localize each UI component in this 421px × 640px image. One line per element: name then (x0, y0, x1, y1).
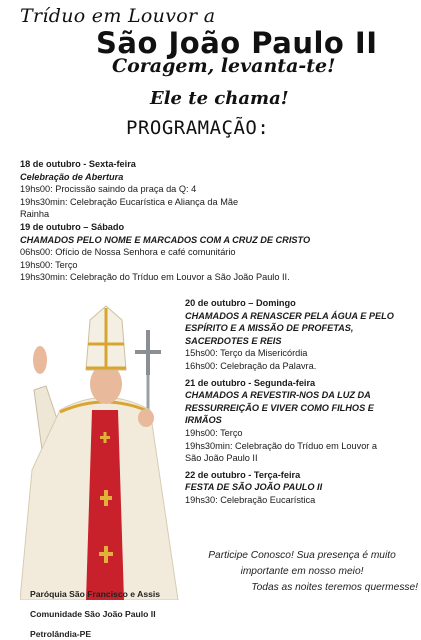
day1-subtitle: Celebração de Abertura (20, 171, 124, 182)
participe-line-3: Todas as noites teremos quermesse! (251, 582, 418, 593)
title-line-2: São João Paulo II (96, 26, 378, 60)
day1-event-2b: Rainha (20, 209, 50, 220)
crucifix-icon (135, 330, 161, 375)
day4-event-2b: São João Paulo II (185, 453, 258, 464)
day2-date: 19 de outubro – Sábado (20, 221, 125, 232)
parish-line-2: Comunidade São João Paulo II (30, 609, 156, 619)
schedule-left (20, 158, 320, 284)
day4-date: 21 de outubro - Segunda-feira (185, 377, 316, 388)
day1-event-2a: 19hs30min: Celebração Eucarística e Aliança da Mãe (20, 196, 239, 207)
title-line-1: Tríduo em Louvor a (20, 5, 216, 27)
parish-line-3: Petrolândia-PE (30, 629, 92, 639)
day2-event-3: 19hs30min: Celebração do Tríduo em Louvor a São João Paulo II. (20, 272, 290, 283)
schedule-right (185, 297, 413, 507)
parish-block (30, 584, 160, 640)
participe-line-2: Sua presença é muito importante em nosso meio! (240, 550, 396, 577)
participe-line-1: Participe Conosco! (208, 550, 294, 561)
day4-subtitle-1: CHAMADOS A REVESTIR-NOS DA LUZ DA (185, 390, 371, 401)
day3-subtitle-3: SACERDOTES E REIS (185, 335, 282, 346)
day2-subtitle: CHAMADOS PELO NOME E MARCADOS COM A CRUZ DE CRISTO (20, 234, 311, 245)
day3-subtitle-2: ESPÍRITO E A MISSÃO DE PROFETAS, (185, 323, 354, 334)
day5-event-1: 19hs30: Celebração Eucarística (185, 494, 316, 505)
parish-line-1: Paróquia São Francisco e Assis (30, 589, 161, 599)
title-line-3: Coragem, levanta-te! (112, 55, 336, 77)
day4-subtitle-2: RESSURREIÇÃO E VIVER COMO FILHOS E (185, 402, 374, 413)
day3-date: 20 de outubro – Domingo (185, 298, 296, 308)
title-line-4: Ele te chama! (150, 88, 289, 109)
day4-event-2a: 19hs30min: Celebração do Tríduo em Louvor a (185, 440, 378, 451)
day4-event-1: 19hs00: Terço (185, 427, 243, 438)
day5-date: 22 de outubro - Terça-feira (185, 469, 301, 480)
day5-subtitle: FESTA DE SÃO JOÃO PAULO II (185, 482, 323, 493)
day3-event-2: 16hs00: Celebração da Palavra. (185, 360, 317, 371)
programacao-heading: PROGRAMAÇÃO: (126, 117, 270, 139)
participe-block (186, 548, 418, 596)
day3-event-1: 15hs00: Terço da Misericórdia (185, 348, 308, 359)
raised-hand (33, 346, 47, 374)
day1-event-1: 19hs00: Procissão saindo da praça da Q: 4 (20, 184, 197, 195)
day1-date: 18 de outubro - Sexta-feira (20, 159, 136, 169)
day2-event-2: 19hs00: Terço (20, 259, 78, 270)
day3-subtitle-1: CHAMADOS A RENASCER PELA ÁGUA E PELO (185, 310, 394, 321)
day2-event-1: 06hs00: Ofício de Nossa Senhora e café comunitário (20, 247, 236, 258)
pope-illustration (20, 300, 190, 600)
day4-subtitle-3: IRMÃOS (185, 415, 222, 426)
